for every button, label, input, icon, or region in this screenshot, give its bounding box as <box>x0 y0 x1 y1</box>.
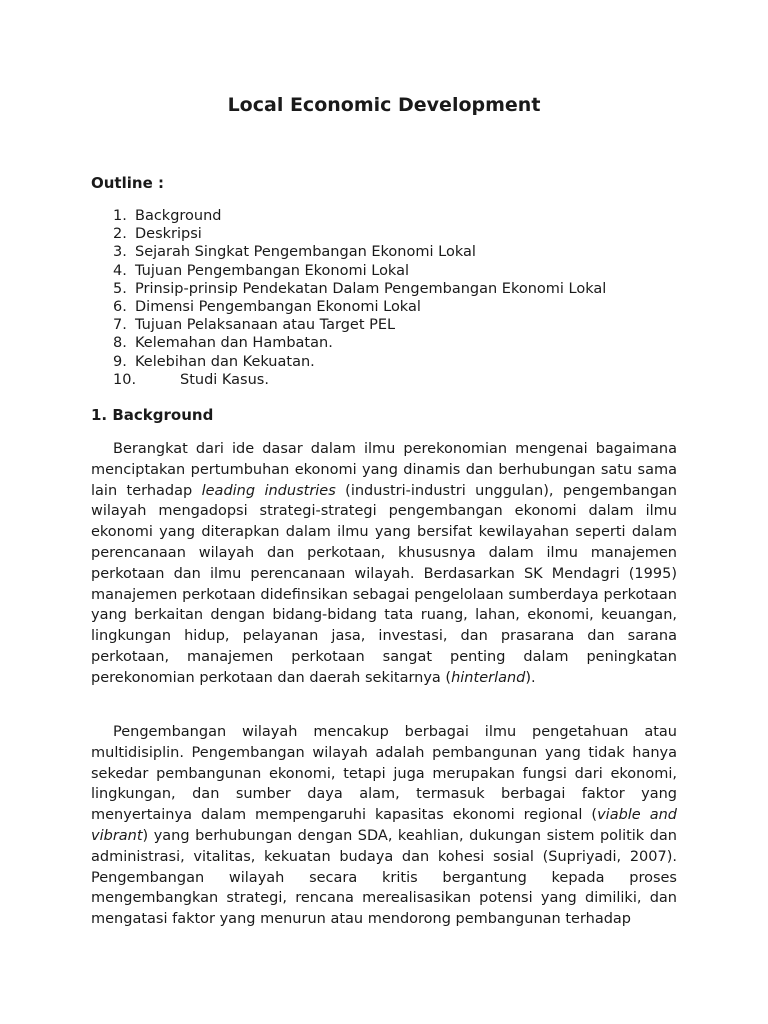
outline-item <box>91 316 606 334</box>
outline-item-label: Deskripsi <box>135 226 202 243</box>
outline-item <box>91 371 606 389</box>
outline-item-number: 7. <box>113 317 127 334</box>
section-heading-background: 1. Background <box>91 406 214 424</box>
outline-item <box>91 225 606 243</box>
text-run-italic: viable and vibrant <box>91 807 677 844</box>
outline-item-number: 3. <box>113 244 127 261</box>
outline-item-label: Kelebihan dan Kekuatan. <box>135 353 315 370</box>
outline-item-number: 8. <box>113 335 127 352</box>
outline-item-number: 6. <box>113 299 127 316</box>
outline-item-number: 5. <box>113 280 127 297</box>
outline-item-number: 1. <box>113 208 127 224</box>
outline-item-label: Background <box>135 208 222 224</box>
paragraph-background-1 <box>91 439 677 689</box>
text-run-italic: hinterland <box>451 669 526 686</box>
outline-item-number: 4. <box>113 262 127 279</box>
text-run: ) yang berhubungan dengan SDA, keahlian, dukungan sistem politik dan administrasi, vitalitas, kekuatan budaya dan kohesi sosial (Supriyadi, 2007). Pengembangan wilayah secara kritis bergantung kepada proses mengembangkan strategi, rencana merealisasikan potensi yang dimiliki, dan mengatasi faktor yang menurun atau mendorong pembangunan terhadap <box>91 827 677 928</box>
paragraph-background-2 <box>91 722 677 930</box>
text-run-italic: leading industries <box>201 482 336 499</box>
outline-heading: Outline : <box>91 174 164 192</box>
outline-item <box>91 334 606 352</box>
outline-item-label: Studi Kasus. <box>180 371 269 388</box>
outline-item-number: 9. <box>113 353 127 370</box>
outline-item <box>91 353 606 371</box>
text-run: (industri-industri unggulan), pengembangan wilayah mengadopsi strategi-strategi pengembangan ekonomi dalam ilmu ekonomi yang diterapkan dalam ilmu yang bersifat kewilayahan seperti dalam perencanaan wilayah dan perkotaan, khususnya dalam ilmu manajemen perkotaan dan ilmu perencanaan wilayah. Berdasarkan SK Mendagri (1995) manajemen perkotaan didefinsikan sebagai pengelolaan sumberdaya perkotaan yang berkaitan dengan bidang-bidang tata ruang, lahan, ekonomi, keuangan, lingkungan hidup, pelayanan jasa, investasi, dan prasarana dan sarana perkotaan, manajemen perkotaan sangat penting dalam peningkatan perekonomian perkotaan dan daerah sekitarnya ( <box>91 482 677 686</box>
outline-item-label: Tujuan Pelaksanaan atau Target PEL <box>135 317 396 334</box>
outline-item <box>91 262 606 280</box>
outline-list <box>91 207 606 389</box>
outline-item-number: 2. <box>113 226 127 243</box>
outline-item-label: Prinsip-prinsip Pendekatan Dalam Pengembangan Ekonomi Lokal <box>135 280 607 297</box>
outline-item <box>91 243 606 261</box>
outline-item-label: Tujuan Pengembangan Ekonomi Lokal <box>135 262 409 279</box>
outline-item-number: 10. <box>113 371 137 388</box>
outline-item-label: Kelemahan dan Hambatan. <box>135 335 333 352</box>
outline-item <box>91 207 606 225</box>
outline-item <box>91 280 606 298</box>
text-run: Berangkat dari ide dasar dalam ilmu perekonomian mengenai bagaimana menciptakan pertumbuhan ekonomi yang dinamis dan berhubungan satu sama lain terhadap <box>91 441 677 499</box>
text-run: ). <box>525 669 536 686</box>
text-run: Pengembangan wilayah mencakup berbagai ilmu pengetahuan atau multidisiplin. Pengembangan wilayah adalah pembangunan yang tidak hanya sekedar pembangunan ekonomi, tetapi juga merupakan fungsi dari ekonomi, lingkungan, dan sumber daya alam, termasuk berbagai faktor yang menyertainya dalam mempengaruhi kapasitas ekonomi regional ( <box>91 724 677 824</box>
outline-item-label: Dimensi Pengembangan Ekonomi Lokal <box>135 299 421 316</box>
document-title: Local Economic Development <box>227 94 541 116</box>
outline-item-label: Sejarah Singkat Pengembangan Ekonomi Lokal <box>135 244 476 261</box>
outline-item <box>91 298 606 316</box>
